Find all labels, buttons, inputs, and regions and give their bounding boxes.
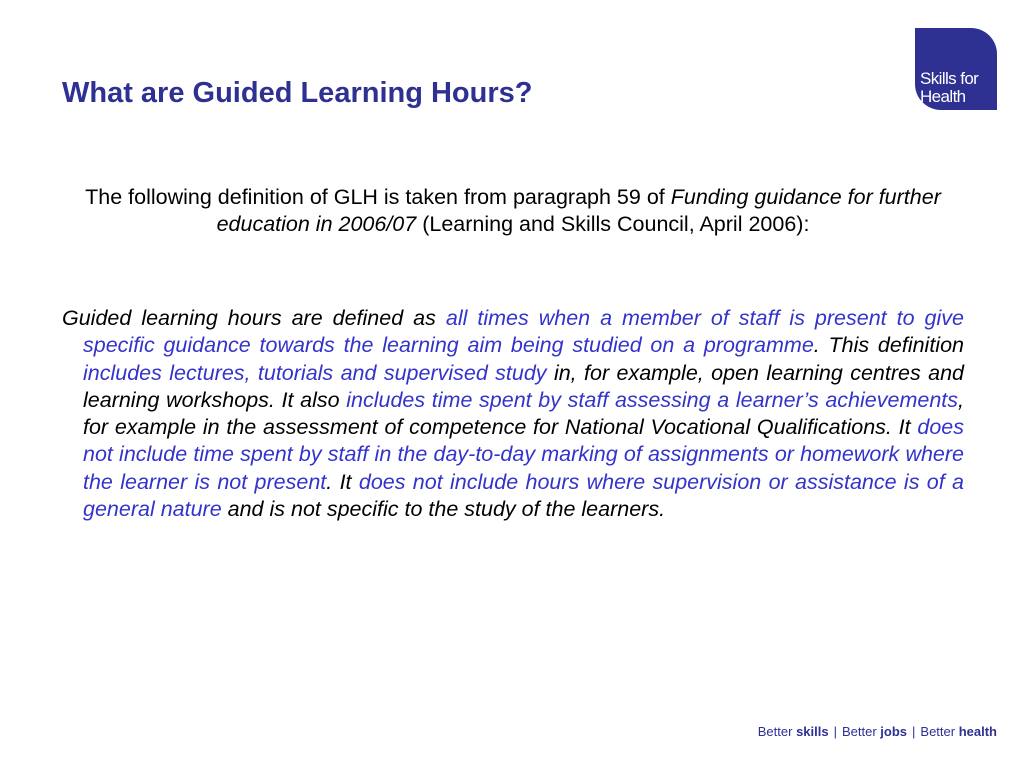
definition-paragraph <box>62 305 964 523</box>
definition-segment: , for example in the assessment of competence for National Vocational Qualifications. It <box>83 387 964 440</box>
definition-highlight: includes time spent by staff assessing a learner’s achievements <box>346 387 959 412</box>
logo-text-line-2: Health <box>920 87 966 106</box>
definition-segment: Guided learning hours are defined as <box>62 306 446 330</box>
slide-title: What are Guided Learning Hours? <box>62 77 533 109</box>
definition-segment: . This definition <box>813 333 964 358</box>
intro-paragraph <box>62 184 964 238</box>
definition-highlight: all times when a member of staff is present to give specific guidance towards the learning aim being studied on a programme <box>83 306 964 358</box>
definition-segment: and is not specific to the study of the learners. <box>221 497 666 522</box>
footer-separator: | <box>833 724 837 739</box>
footer-item-skills: Better skills <box>757 724 829 739</box>
footer-item-health: Better health <box>920 724 997 739</box>
definition-segment: in, for example, open learning centres and learning workshops. It also <box>83 360 964 412</box>
intro-text-after: (Learning and Skills Council, April 2006): <box>416 212 810 236</box>
footer-separator: | <box>912 724 916 739</box>
footer-item-jobs: Better jobs <box>841 724 908 739</box>
publication-title: Funding guidance for further education in 2006/07 <box>216 185 941 236</box>
intro-text-before: The following definition of GLH is taken from paragraph 59 of <box>85 185 671 209</box>
definition-highlight: does not include time spent by staff in the day-to-day marking of assignments or homework where the learner is not present <box>83 415 964 494</box>
skills-for-health-logo <box>915 28 997 110</box>
logo-text-line-1: Skills for <box>920 69 979 88</box>
definition-segment: . It <box>326 469 359 494</box>
definition-highlight: does not include hours where supervision or assistance is of a general nature <box>83 469 964 522</box>
footer-tagline <box>758 724 997 739</box>
definition-highlight: includes lectures, tutorials and supervised study <box>83 360 547 385</box>
